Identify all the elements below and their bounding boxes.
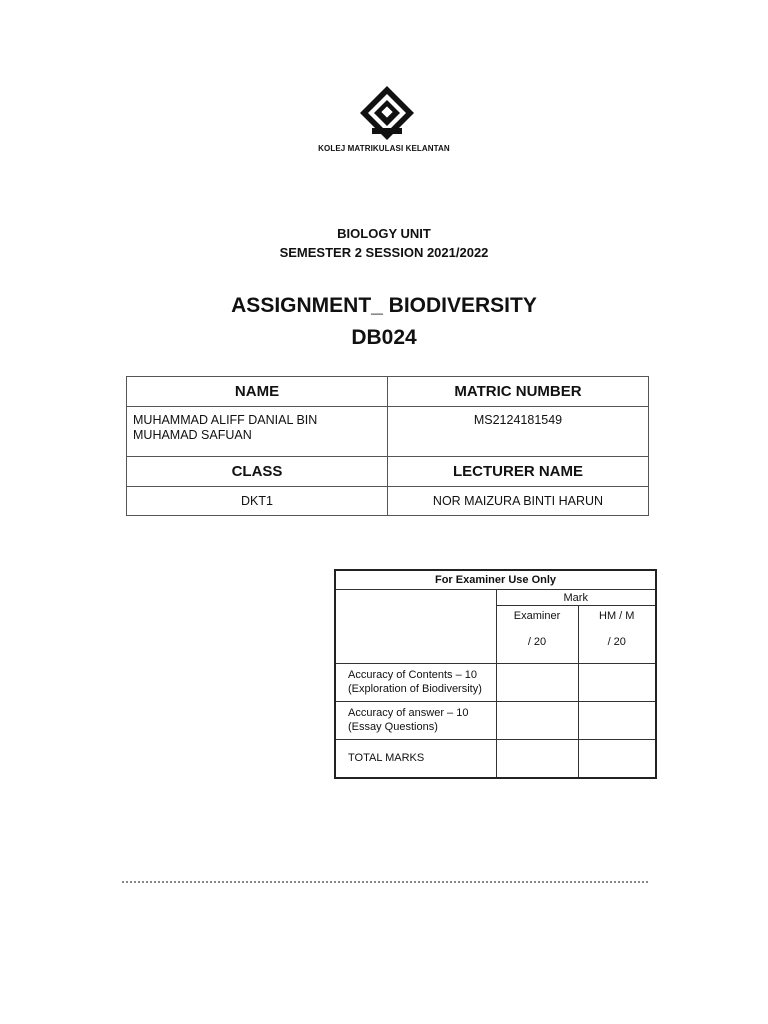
- examiner-mark-answer[interactable]: [496, 702, 578, 740]
- student-info-table: [126, 376, 649, 516]
- examiner-table: [334, 569, 657, 779]
- blank-criteria-cell: [335, 590, 496, 664]
- examiner-table-title: For Examiner Use Only: [335, 570, 656, 590]
- class-value: DKT1: [127, 487, 388, 516]
- course-code: DB024: [351, 326, 417, 349]
- hm-column: [578, 606, 656, 664]
- college-crest-icon: [358, 84, 416, 142]
- mark-header: Mark: [496, 590, 656, 606]
- assignment-title: ASSIGNMENT_ BIODIVERSITY: [231, 294, 537, 317]
- hm-mark-contents[interactable]: [578, 664, 656, 702]
- class-header: CLASS: [127, 457, 388, 487]
- hm-mark-answer[interactable]: [578, 702, 656, 740]
- student-name-cell: [127, 407, 388, 457]
- hm-total: / 20: [607, 636, 626, 648]
- criteria-answer-line2: (Essay Questions): [348, 721, 438, 733]
- matric-number-value: MS2124181549: [388, 407, 649, 457]
- total-marks-label: TOTAL MARKS: [335, 740, 496, 778]
- lecturer-value: NOR MAIZURA BINTI HARUN: [388, 487, 649, 516]
- college-name: KOLEJ MATRIKULASI KELANTAN: [318, 144, 450, 153]
- matric-header: MATRIC NUMBER: [388, 377, 649, 407]
- examiner-total-marks[interactable]: [496, 740, 578, 778]
- hm-label: HM / M: [599, 610, 635, 622]
- criteria-answer: [335, 702, 496, 740]
- unit-name: BIOLOGY UNIT: [337, 226, 431, 241]
- lecturer-header: LECTURER NAME: [388, 457, 649, 487]
- criteria-contents-line2: (Exploration of Biodiversity): [348, 683, 482, 695]
- student-name-line1: MUHAMMAD ALIFF DANIAL BIN: [133, 413, 318, 427]
- examiner-label: Examiner: [513, 610, 561, 622]
- examiner-mark-contents[interactable]: [496, 664, 578, 702]
- bottom-divider: [122, 881, 648, 883]
- examiner-column: [496, 606, 578, 664]
- hm-total-marks[interactable]: [578, 740, 656, 778]
- name-header: NAME: [127, 377, 388, 407]
- examiner-total: / 20: [527, 636, 547, 648]
- student-name-line2: MUHAMAD SAFUAN: [133, 428, 252, 442]
- criteria-answer-line1: Accuracy of answer – 10: [348, 707, 469, 719]
- session-text: SEMESTER 2 SESSION 2021/2022: [279, 245, 489, 260]
- criteria-contents: [335, 664, 496, 702]
- criteria-contents-line1: Accuracy of Contents – 10: [348, 669, 478, 681]
